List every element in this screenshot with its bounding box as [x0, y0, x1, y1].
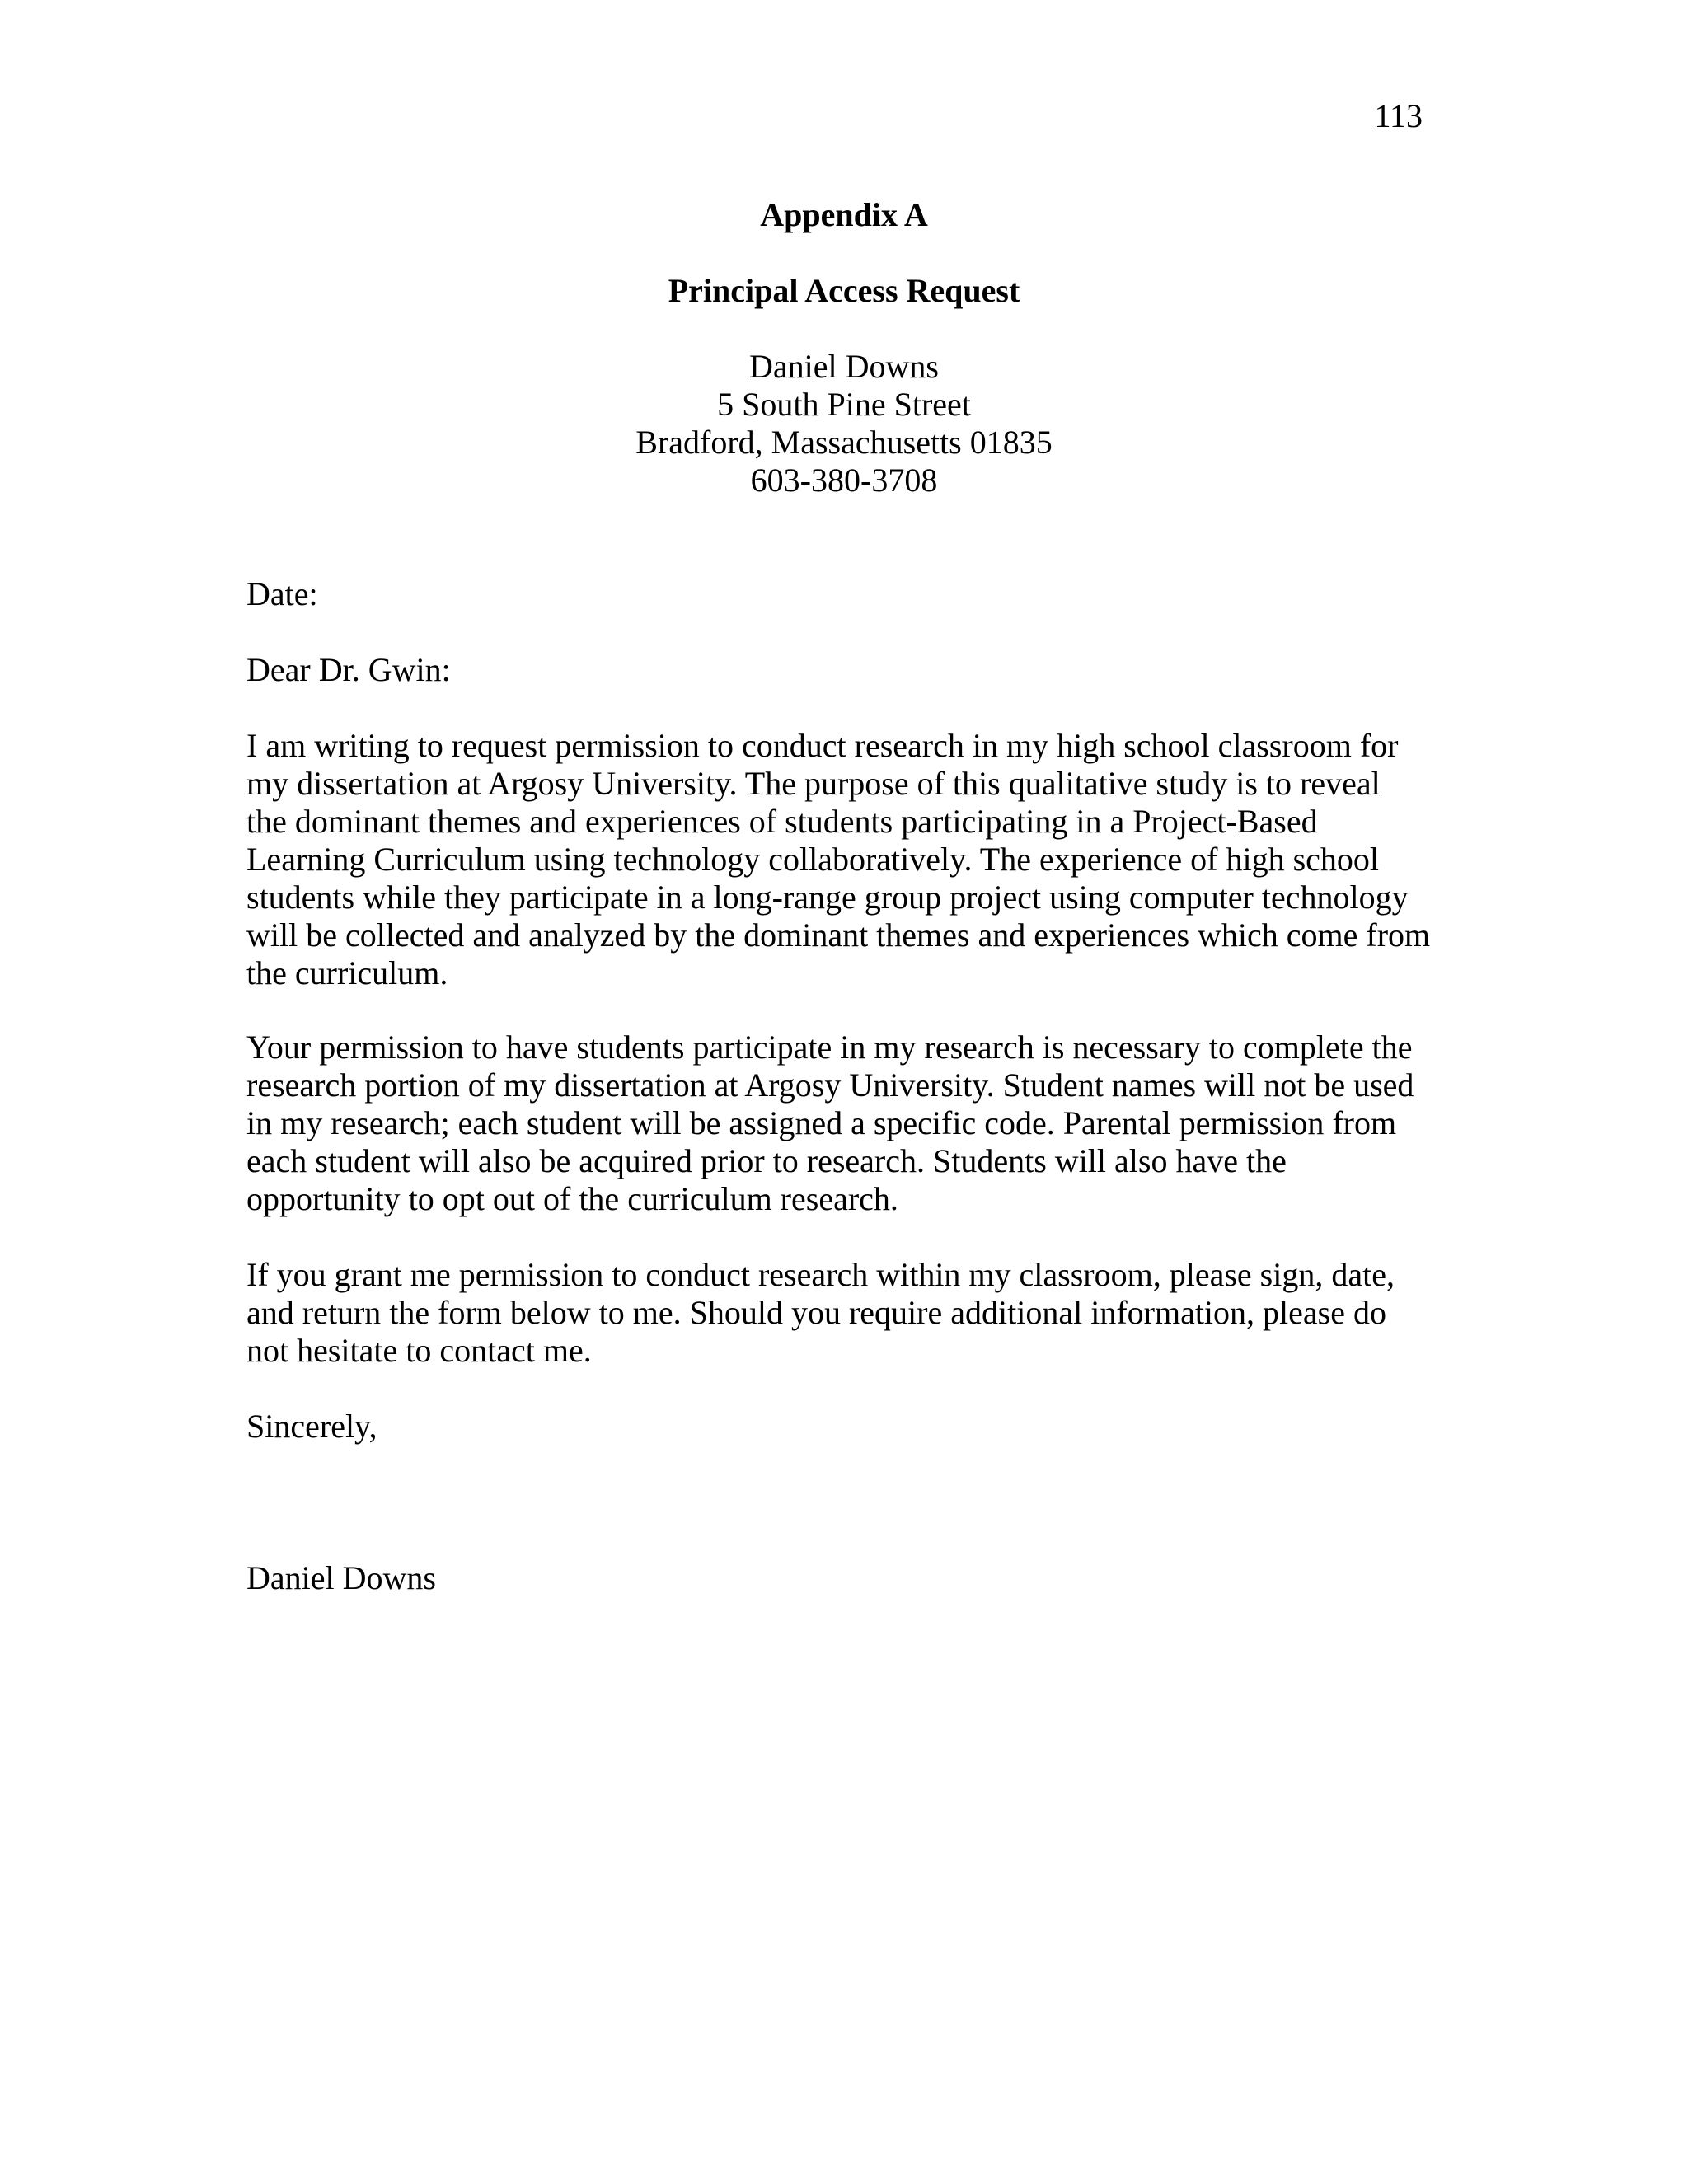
- paragraph-line: each student will also be acquired prior to research. Students will also have the: [246, 1142, 1287, 1179]
- appendix-title: Appendix A: [760, 196, 928, 233]
- page-number: 113: [1374, 97, 1423, 134]
- paragraph-line: opportunity to opt out of the curriculum research.: [246, 1180, 898, 1217]
- paragraph-3: [246, 1256, 1442, 1370]
- request-title: Principal Access Request: [668, 272, 1020, 309]
- sender-phone: 603-380-3708: [750, 462, 938, 499]
- paragraph-line: the dominant themes and experiences of students participating in a Project-Based: [246, 803, 1318, 840]
- paragraph-line: my dissertation at Argosy University. The purpose of this qualitative study is to reveal: [246, 765, 1381, 802]
- sender-address-block: [0, 348, 1688, 499]
- paragraph-2: [246, 1029, 1442, 1218]
- sender-street: 5 South Pine Street: [717, 386, 971, 423]
- sender-city-state-zip: Bradford, Massachusetts 01835: [635, 424, 1053, 461]
- paragraph-line: I am writing to request permission to conduct research in my high school classroom for: [246, 727, 1399, 764]
- paragraph-line: will be collected and analyzed by the dominant themes and experiences which come from: [246, 916, 1431, 954]
- paragraph-line: in my research; each student will be assigned a specific code. Parental permission from: [246, 1104, 1397, 1141]
- paragraph-line: the curriculum.: [246, 954, 448, 991]
- paragraph-line: research portion of my dissertation at Argosy University. Student names will not be used: [246, 1066, 1414, 1104]
- salutation: Dear Dr. Gwin:: [246, 651, 451, 688]
- paragraph-line: students while they participate in a long-range group project using computer technology: [246, 879, 1409, 916]
- paragraph-line: not hesitate to contact me.: [246, 1332, 592, 1369]
- paragraph-line: and return the form below to me. Should you require additional information, please do: [246, 1294, 1386, 1331]
- date-line: Date:: [246, 575, 318, 612]
- closing: Sincerely,: [246, 1408, 377, 1445]
- paragraph-line: Your permission to have students participate in my research is necessary to complete the: [246, 1029, 1413, 1066]
- paragraph-line: Learning Curriculum using technology collaboratively. The experience of high school: [246, 841, 1380, 878]
- signature-name: Daniel Downs: [246, 1559, 436, 1596]
- sender-name: Daniel Downs: [749, 348, 939, 385]
- paragraph-1: [246, 727, 1442, 992]
- paragraph-line: If you grant me permission to conduct research within my classroom, please sign, date,: [246, 1256, 1395, 1293]
